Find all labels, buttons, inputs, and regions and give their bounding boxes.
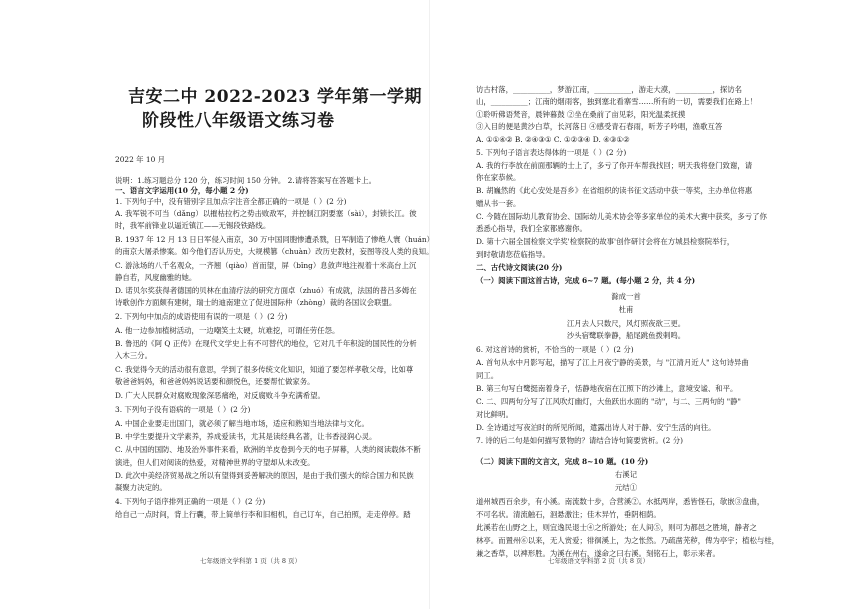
text-line: 兼之香草，以裨形胜。为溪在州右，遂命之曰右溪。刻铭石上，彰示来者。 <box>476 549 720 558</box>
text-line: C. 我觉得今天的活动很有意思，学到了很多传统文化知识，知道了要怎样孝敬父母，比如尊 <box>115 365 414 374</box>
text-line: 演进，但人们对阅读的热爱，对精神世界的守望却从未改变。 <box>115 458 315 467</box>
text-line: （二）阅读下面的文言文，完成 8~10 题。(10 分) <box>476 457 649 466</box>
text-line: B. 第三句写白鹭挺南着身子，恬静地夜宿在江照下的沙滩上，意境安谧、和平。 <box>476 384 738 393</box>
text-line: 山，__________；江南的烟雨客，独到塞北看寨雪……所有的一切，需要我们在路上！ <box>476 97 757 106</box>
text-line: 的南京大屠杀惨案。如今他们否认历史，大规模篡（chuàn）改历史教材，妄图等没人类的良知。 <box>115 247 434 256</box>
text-line: D. 此次中美经济贸易战之所以有望得到妥善解决的原因，是由于我们强大的综合国力和民族 <box>115 471 414 480</box>
text-line: 悉悉心指导，我们全家都感谢你。 <box>476 224 587 233</box>
text-line: 不可名状。清流触石，洄悬激注；佳木异竹，垂阴相荫。 <box>476 510 661 519</box>
text-line: ①聆听佛语梵音，晨钟暮鼓 ②坐在桑前了亩见彩，阳光温柔抚摸 <box>476 110 686 119</box>
text-line: 元结① <box>614 483 638 492</box>
text-line: 林亭。而置州⑥以来，无人赏爱；徘徊溪上，为之怅然。乃疏凿芜秽，俾为亭宇；植松与桂， <box>476 536 780 545</box>
text-line: B. 中学生要提升文学素养，养成爱读书，尤其是读经典名著，让书香浸润心灵。 <box>115 432 377 441</box>
text-line: （一）阅读下面这首古诗，完成 6~7 题。(每小题 2 分，共 4 分) <box>476 276 696 285</box>
text-line: C. 从中国的国防、地及治外事件来看，欧洲的羊皮卷到今天的电子屏幕，人类的阅读载体不断 <box>115 445 421 454</box>
right-page <box>430 0 860 609</box>
text-line: 凝聚力决定的。 <box>115 483 167 492</box>
text-line: 时，我军前锋业以逼近镇江——无锡段铁路线。 <box>115 221 271 230</box>
text-line: D. 全诗通过写夜泊时的所见所闻，遣露出诗人对于静、安宁生活的向往。 <box>476 423 716 432</box>
text-line: A. 我的行李放在前面那辆的士上了，多亏了你开车帮我找回；明天我将登门致谢，请 <box>476 161 753 170</box>
text-line: C. 游泳场的八千名观众，一齐翘（qiào）首而望，屏（bǐng）息敛声地注视着十米高台上沉 <box>115 261 417 270</box>
text-line: 二、古代诗文阅读(20 分) <box>476 263 563 272</box>
text-line: C. 二、四两句分写了江风吹灯幽灯，大鱼跃出水面的 "动"，与二、三两句的 "静" <box>476 397 741 406</box>
text-line: B. 鲁迅的《阿 Q 正传》在现代文学史上有不可替代的地位，它对几千年积淀的国民性的分析 <box>115 339 417 348</box>
text-line: B. 胡巍然的《此心安处是吾乡》在省组织的读书征文活动中获一等奖，主办单位将惠 <box>476 186 753 195</box>
exam-title: 吉安二中 2022-2023 学年第一学期 <box>128 87 423 107</box>
text-line: B. 1937 年 12 月 13 日日军侵入南京，30 万中国同胞惨遭杀戮，日军制造了惨绝人寰（huán） <box>115 235 435 244</box>
text-line: 2. 下列句中加点的成语使用有误的一项是（ ）(2 分) <box>115 312 288 321</box>
text-line: 敬爸爸妈妈，和爸爸妈妈说话要和颜悦色，还要帮忙做家务。 <box>115 377 315 386</box>
text-line: C. 今随在国际幼儿教育协会、国际幼儿美术协会等多家单位的美术大赛中获奖，多亏了你 <box>476 212 767 221</box>
text-line: 说明：1.练习题总分 120 分，练习时间 150 分钟。 2.请将答案写在答题卡上。 <box>115 176 377 185</box>
text-line: 对比鲜明。 <box>476 410 513 419</box>
text-line: A. 我军锐不可当（dǎng）以摧枯拉朽之势击败敌军，并控制江阴要塞（sài），封锁长江。彼 <box>115 209 417 218</box>
text-line: 2022 年 10 月 <box>115 155 166 164</box>
exam-subtitle: 阶段性八年级语文练习卷 <box>142 111 335 131</box>
text-line: 右溪记 <box>614 470 638 479</box>
text-line: 到时敬请您莅临指导。 <box>476 250 550 259</box>
text-line: 入木三分。 <box>115 351 152 360</box>
text-line: 5. 下列句子语言表达得体的一项是（ ）(2 分) <box>476 148 627 157</box>
text-line: A. 首句从水中月影写起，描写了江上月夜宁静的美景，与 "江清月近人" 这句诗异曲 <box>476 358 749 367</box>
text-line: 一、语言文字运用(10 分，每小题 2 分) <box>115 186 249 195</box>
text-line: 给自己一点时间，背上行囊，带上简单行李和旧相机，自己订车，自己拍照，走走停停。踏 <box>115 510 411 519</box>
text-line: D. 第十六届全国检察文学奖'检察院的故事'创作研讨会将在方城县检察院举行， <box>476 237 735 246</box>
text-line: 此溪若在山野之上，则宜逸民退士④之所游处；在人间⑤，则可为都邑之胜境，静者之 <box>476 523 757 532</box>
text-line: 静自若，风度幽雅的她。 <box>115 273 197 282</box>
text-line: D. 诺贝尔奖获得者德国的贝林在血清疗法的研究方面卓（zhuó）有成就，法国的普吕多姆在 <box>115 286 417 295</box>
text-line: 同工。 <box>476 371 499 380</box>
text-line: 杜甫 <box>618 305 634 314</box>
text-line: 江月去人只数尺，风灯照夜欲三更。 <box>566 319 686 328</box>
text-line: D. 广大人民群众对腐败现象深恶痛绝，对反腐败斗争充满希望。 <box>115 391 325 400</box>
text-line: 访古村落，__________，梦游江南，__________，游走大漠，__________，探访名 <box>476 85 743 94</box>
text-line: ③入目的便是黄沙白草，长河落日 ④感受青石春雨，听芳子吟唱，渔歌互答 <box>476 122 723 131</box>
text-line: A. 他一边参加植树活动，一边嘲笑土太硬，坑难挖，可谓任劳任怨。 <box>115 326 340 335</box>
page-footer: 七年级语文学科第 2 页（共 8 页） <box>548 557 650 565</box>
text-line: A. ①①④② B. ②④③① C. ①②③④ D. ④③①② <box>476 135 630 144</box>
text-line: 1. 下列句子中，没有错别字且加点字注音全都正确的一项是（ ）(2 分) <box>115 197 347 206</box>
page-footer: 七年级语文学科第 1 页（共 8 页） <box>200 557 302 565</box>
text-line: 3. 下列句子没有语病的一项是（ ）(2 分) <box>115 405 251 414</box>
text-line: 赠从书一套。 <box>476 199 521 208</box>
text-line: 7. 诗的后二句是如何描写景物的？请结合诗句简要赏析。(2 分) <box>476 436 683 445</box>
text-line: 诗歌创作方面颇有建树，瑞士的迪南建立了促进国际仲（zhòng）裁的各国议会联盟。 <box>115 298 397 307</box>
text-line: 沙头宿鹭联拳静，船尾跳鱼拨剌鸣。 <box>566 331 686 340</box>
text-line: 6. 对这首诗的赏析，不恰当的一项是（ ）(2 分) <box>476 345 634 354</box>
text-line: 道州城西百余步，有小溪。南流数十步，合营溪②。水抵两岸，悉皆怪石，欹嵌③盘曲， <box>476 497 765 506</box>
text-line: 4. 下列句子语序排列正确的一项是（ ）(2 分) <box>115 497 266 506</box>
text-line: A. 中国企业要走出国门，就必须了解当地市场，适应和熟知当地法律与文化。 <box>115 419 369 428</box>
text-line: 你在家恭候。 <box>476 173 521 182</box>
text-line: 滁成一首 <box>611 292 641 301</box>
